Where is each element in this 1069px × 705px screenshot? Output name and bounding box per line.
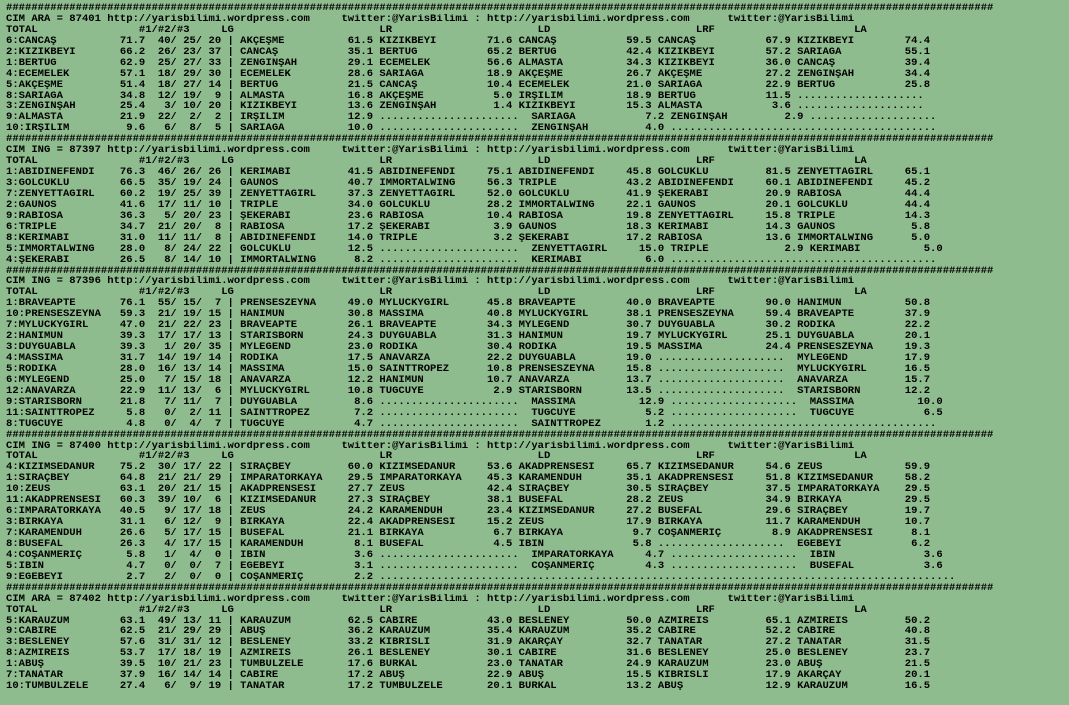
data-row: 9:CABİRE 62.5 21/ 29/ 29 | ABUŞ 36.2 KARAÜZÜM 35.4 KARAÜZÜM 35.2 CABİRE 52.2 CABİRE 40.8 xyxy=(6,626,931,638)
data-row: 10:ZEUS 63.1 20/ 21/ 15 | AKADPRENSESİ 27.7 ZEUS 42.4 SIRAÇBEY 30.5 SIRAÇBEY 37.5 İMPARATORKAYA 29.5 xyxy=(6,484,931,496)
data-row: 1:ABİDİNEFENDİ 76.3 46/ 26/ 26 | KERİMABİ 41.5 ABİDİNEFENDİ 75.1 ABİDİNEFENDİ 45.8 GÖLCÜKLÜ 81.5 ZENYETTAGIRL 65.1 xyxy=(6,167,931,178)
data-row: 1:ABUŞ 39.5 10/ 21/ 23 | TUMBULZELE 17.6 BURKAL 23.0 TANATAR 24.9 KARAÜZÜM 23.0 ABUŞ 21.5 xyxy=(6,659,931,671)
data-row: 5:IMMORTALWING 28.0 8/ 24/ 22 | GÖLCÜKLÜ 12.5 ...................... ZENYETTAGIRL 15.0 TRIPLE 2.9 KERİMABİ 5.0 xyxy=(6,243,943,255)
data-row: 9:EGEBEYİ 2.7 2/ 0/ 0 | COŞANMERİÇ 2.2 ........................................................................................... xyxy=(6,571,956,583)
data-row: 10:IRŞILIM 9.6 6/ 8/ 5 | SARIAĞA 10.0 ...................... ZENGİNŞAH 4.0 .......................................... xyxy=(6,123,937,135)
data-row: 2:GAUNOS 41.6 17/ 11/ 10 | TRIPLE 34.0 GÖLCÜKLÜ 28.2 IMMORTALWING 22.1 GAUNOS 20.1 GÖLCÜKLÜ 44.4 xyxy=(6,199,931,211)
data-row: 7:MYLUCKYGIRL 47.0 21/ 22/ 23 | BRAVEAPTE 26.1 BRAVEAPTE 34.3 MYLEGEND 30.7 DUYGUABLA 30.2 RODIKA 22.2 xyxy=(6,320,931,332)
data-row: 9:ALMASTA 21.9 22/ 2/ 2 | IRŞILIM 12.9 ...................... SARIAĞA 7.2 ZENGİNŞAH 2.9 .................... xyxy=(6,112,937,124)
column-header-line: TOTAL #1/#2/#3 LG LR LD LRF LA xyxy=(6,604,867,616)
data-row: 2:KIZIKBEYİ 66.2 26/ 23/ 37 | CANCAŞ 35.1 BERTUĞ 65.2 BERTUĞ 42.4 KIZIKBEYİ 57.2 SARIAĞA 55.1 xyxy=(6,46,931,58)
separator-line: ############################################################################################################################################################ xyxy=(6,582,994,594)
data-row: 3:ZENGİNŞAH 25.4 3/ 10/ 20 | KIZIKBEYİ 13.6 ZENGİNŞAH 1.4 KIZIKBEYİ 15.3 ALMASTA 3.6 .................... xyxy=(6,101,924,113)
data-row: 1:SIRAÇBEY 64.8 21/ 21/ 29 | İMPARATORKAYA 29.5 İMPARATORKAYA 45.3 KARAMENDUH 35.1 AKADPRENSESİ 51.8 KIZIMSEDANUR 58.2 xyxy=(6,473,931,485)
data-row: 6:CANCAŞ 71.7 40/ 25/ 20 | AKÇEŞME 61.5 KIZIKBEYİ 71.6 CANCAŞ 59.5 CANCAŞ 67.9 KIZIKBEYİ 74.4 xyxy=(6,35,931,47)
data-row: 6:TRIPLE 34.7 21/ 20/ 8 | RABIOSA 17.2 ŞEKERABİ 3.9 GAUNOS 18.3 KERİMABİ 14.3 GAUNOS 5.8 xyxy=(6,221,931,233)
data-row: 3:BESLENEY 57.6 31/ 31/ 12 | BESLENEY 33.2 KIBRISLI 31.9 AKARÇAY 32.7 TANATAR 27.2 TANATAR 31.5 xyxy=(6,637,931,649)
data-row: 4:MASSIMA 31.7 14/ 19/ 14 | RODIKA 17.5 ANAVARZA 22.2 DUYGUABLA 19.0 .................... MYLEGEND 17.9 xyxy=(6,353,931,364)
data-row: 5:KARAÜZÜM 63.1 49/ 13/ 11 | KARAÜZÜM 62.5 CABİRE 43.0 BESLENEY 50.0 AZMİREİS 65.1 AZMİREİS 50.2 xyxy=(6,615,931,627)
separator-line: ############################################################################################################################################################ xyxy=(6,134,994,146)
data-row: 3:DUYGUABLA 39.3 1/ 20/ 35 | MYLEGEND 23.0 RODIKA 30.4 RODIKA 19.5 MASSIMA 24.4 PRENSESZEYNA 19.3 xyxy=(6,342,931,353)
data-row: 4:ŞEKERABİ 26.5 8/ 14/ 10 | IMMORTALWING 8.2 ...................... KERİMABİ 6.0 .......................................... xyxy=(6,254,937,266)
data-row: 4:ECEMELEK 57.1 18/ 29/ 30 | ECEMELEK 28.6 SARIAĞA 18.9 AKÇEŞME 26.7 AKÇEŞME 27.2 ZENGİNŞAH 34.4 xyxy=(6,68,931,80)
data-row: 5:AKÇEŞME 51.4 18/ 27/ 14 | BERTUĞ 21.5 CANCAŞ 10.4 ECEMELEK 21.0 SARIAĞA 22.9 BERTUĞ 25.8 xyxy=(6,79,931,91)
race-header-line: CIM ING = 87397 http://yarisbilimi.wordpress.com twitter:@YarisBilimi : http://yarisbilimi.wordpress.com twitter:@YarisBilimi xyxy=(6,145,855,157)
data-row: 8:BUSEFAL 26.3 4/ 17/ 15 | KARAMENDUH 8.1 BUSEFAL 4.5 İBİN 5.8 .................... EGEBEYİ 6.2 xyxy=(6,538,931,550)
data-row: 3:BİRKAYA 31.1 6/ 12/ 9 | BİRKAYA 22.4 AKADPRENSESİ 15.2 ZEUS 17.9 BİRKAYA 11.7 KARAMENDUH 10.7 xyxy=(6,517,931,528)
data-row: 8:TUĞCUYE 4.8 0/ 4/ 7 | TUĞCUYE 4.7 ...................... SAINTTROPEZ 1.2 .......................................... xyxy=(6,418,937,430)
data-row: 5:İBİN 4.7 0/ 0/ 7 | EGEBEYİ 3.1 ...................... COŞANMERİÇ 4.3 .................... BUSEFAL 3.6 xyxy=(6,560,943,572)
data-row: 9:RABIOSA 36.3 5/ 20/ 23 | ŞEKERABİ 23.6 RABIOSA 10.4 RABIOSA 19.8 ZENYETTAGIRL 15.8 TRIPLE 14.3 xyxy=(6,210,931,222)
data-row: 10:PRENSESZEYNA 59.3 21/ 19/ 15 | HANİMUN 30.8 MASSIMA 40.8 MYLUCKYGIRL 38.1 PRENSESZEYNA 59.4 BRAVEAPTE 37.9 xyxy=(6,309,931,321)
data-row: 7:TANATAR 37.9 16/ 14/ 14 | CABİRE 17.2 ABUŞ 22.9 ABUŞ 15.5 KIBRISLI 17.9 AKARÇAY 20.1 xyxy=(6,670,931,682)
data-row: 10:TUMBULZELE 27.4 6/ 9/ 19 | TANATAR 17.2 TUMBULZELE 20.1 BURKAL 13.2 ABUŞ 12.9 KARAÜZÜM 16.5 xyxy=(6,681,931,693)
data-row: 5:RODIKA 28.0 16/ 13/ 14 | MASSIMA 15.0 SAINTTROPEZ 10.8 PRENSESZEYNA 15.8 .................... MYLUCKYGIRL 16.5 xyxy=(6,363,931,375)
data-row: 11:SAINTTROPEZ 5.8 0/ 2/ 11 | SAINTTROPEZ 7.2 ...................... TUĞCUYE 5.2 .................... TUĞCUYE 6.5 xyxy=(6,407,943,419)
column-header-line: TOTAL #1/#2/#3 LG LR LD LRF LA xyxy=(6,24,867,36)
race-header-line: CIM ARA = 87401 http://yarisbilimi.wordpress.com twitter:@YarisBilimi : http://yarisbilimi.wordpress.com twitter:@YarisBilimi xyxy=(6,13,855,25)
data-row: 1:BERTUĞ 62.9 25/ 27/ 33 | ZENGİNŞAH 29.1 ECEMELEK 56.6 ALMASTA 34.3 KIZIKBEYİ 36.0 CANCAŞ 39.4 xyxy=(6,57,931,69)
column-header-line: TOTAL #1/#2/#3 LG LR LD LRF LA xyxy=(6,156,867,168)
data-row: 8:KERİMABİ 31.0 11/ 11/ 8 | ABİDİNEFENDİ 14.0 TRIPLE 3.2 ŞEKERABİ 17.2 RABIOSA 13.6 IMMORTALWING 5.0 xyxy=(6,232,931,244)
data-row: 11:AKADPRENSESİ 60.3 39/ 10/ 6 | KIZIMSEDANUR 27.3 SIRAÇBEY 38.1 BUSEFAL 28.2 ZEUS 34.9 BİRKAYA 29.5 xyxy=(6,495,931,507)
data-row: 4:KIZIMSEDANUR 75.2 30/ 17/ 22 | SIRAÇBEY 60.0 KIZIMSEDANUR 53.6 AKADPRENSESİ 65.7 KIZIMSEDANUR 54.6 ZEUS 59.9 xyxy=(6,462,931,474)
data-row: 8:AZMİREİS 53.7 17/ 18/ 19 | AZMİREİS 26.1 BESLENEY 30.1 CABİRE 31.6 BESLENEY 25.0 BESLENEY 23.7 xyxy=(6,648,931,660)
race-header-line: CIM ING = 87396 http://yarisbilimi.wordpress.com twitter:@YarisBilimi : http://yarisbilimi.wordpress.com twitter:@YarisBilimi xyxy=(6,276,855,288)
data-row: 6:İMPARATORKAYA 40.5 9/ 17/ 18 | ZEUS 24.2 KARAMENDUH 23.4 KIZIMSEDANUR 27.2 BUSEFAL 29.6 SIRAÇBEY 19.7 xyxy=(6,506,931,518)
data-row: 7:ZENYETTAGIRL 60.2 19/ 25/ 39 | ZENYETTAGIRL 37.3 ZENYETTAGIRL 52.0 GÖLCÜKLÜ 41.9 ŞEKERABİ 20.9 RABIOSA 44.4 xyxy=(6,188,931,200)
separator-line: ############################################################################################################################################################ xyxy=(6,3,994,14)
data-row: 1:BRAVEAPTE 76.1 55/ 15/ 7 | PRENSESZEYNA 49.0 MYLUCKYGIRL 45.8 BRAVEAPTE 40.0 BRAVEAPTE 90.0 HANİMUN 50.8 xyxy=(6,298,931,310)
data-row: 4:COŞANMERİÇ 5.8 1/ 4/ 0 | İBİN 3.6 ...................... İMPARATORKAYA 4.7 .................... İBİN 3.6 xyxy=(6,549,943,561)
data-row: 9:STARISBORN 21.8 7/ 11/ 7 | DUYGUABLA 8.6 ...................... MASSIMA 12.9 .................... MASSIMA 10.0 xyxy=(6,396,943,408)
race-header-line: CIM ING = 87400 http://yarisbilimi.wordpress.com twitter:@YarisBilimi : http://yarisbilimi.wordpress.com twitter:@YarisBilimi xyxy=(6,440,855,452)
data-row: 12:ANAVARZA 22.9 11/ 13/ 6 | MYLUCKYGIRL 10.8 TUĞCUYE 2.9 STARISBORN 13.5 .................... STARISBORN 12.2 xyxy=(6,385,931,397)
column-header-line: TOTAL #1/#2/#3 LG LR LD LRF LA xyxy=(6,451,867,463)
race-header-line: CIM ARA = 87402 http://yarisbilimi.wordpress.com twitter:@YarisBilimi : http://yarisbilimi.wordpress.com twitter:@YarisBilimi xyxy=(6,593,855,605)
separator-line: ############################################################################################################################################################ xyxy=(6,265,994,277)
data-row: 8:SARIAĞA 34.8 12/ 19/ 9 | ALMASTA 16.8 AKÇEŞME 5.0 IRŞILIM 18.9 BERTUĞ 11.5 .................... xyxy=(6,90,924,102)
data-row: 6:MYLEGEND 25.0 7/ 15/ 18 | ANAVARZA 12.2 HANİMUN 10.7 ANAVARZA 13.7 .................... ANAVARZA 15.7 xyxy=(6,374,931,386)
separator-line: ############################################################################################################################################################ xyxy=(6,429,994,441)
column-header-line: TOTAL #1/#2/#3 LG LR LD LRF LA xyxy=(6,287,867,299)
data-row: 3:GÖLCÜKLÜ 66.5 35/ 19/ 24 | GAUNOS 40.7 IMMORTALWING 56.3 TRIPLE 43.2 ABİDİNEFENDİ 60.1 ABİDİNEFENDİ 45.2 xyxy=(6,178,931,189)
data-row: 2:HANİMUN 39.3 17/ 17/ 13 | STARISBORN 24.3 DUYGUABLA 31.3 HANİMUN 19.7 MYLUCKYGIRL 25.1 DUYGUABLA 20.1 xyxy=(6,331,931,343)
data-row: 7:KARAMENDUH 26.6 5/ 17/ 15 | BUSEFAL 21.1 BİRKAYA 6.7 BİRKAYA 9.7 COŞANMERİÇ 8.9 AKADPRENSESİ 8.1 xyxy=(6,528,931,539)
